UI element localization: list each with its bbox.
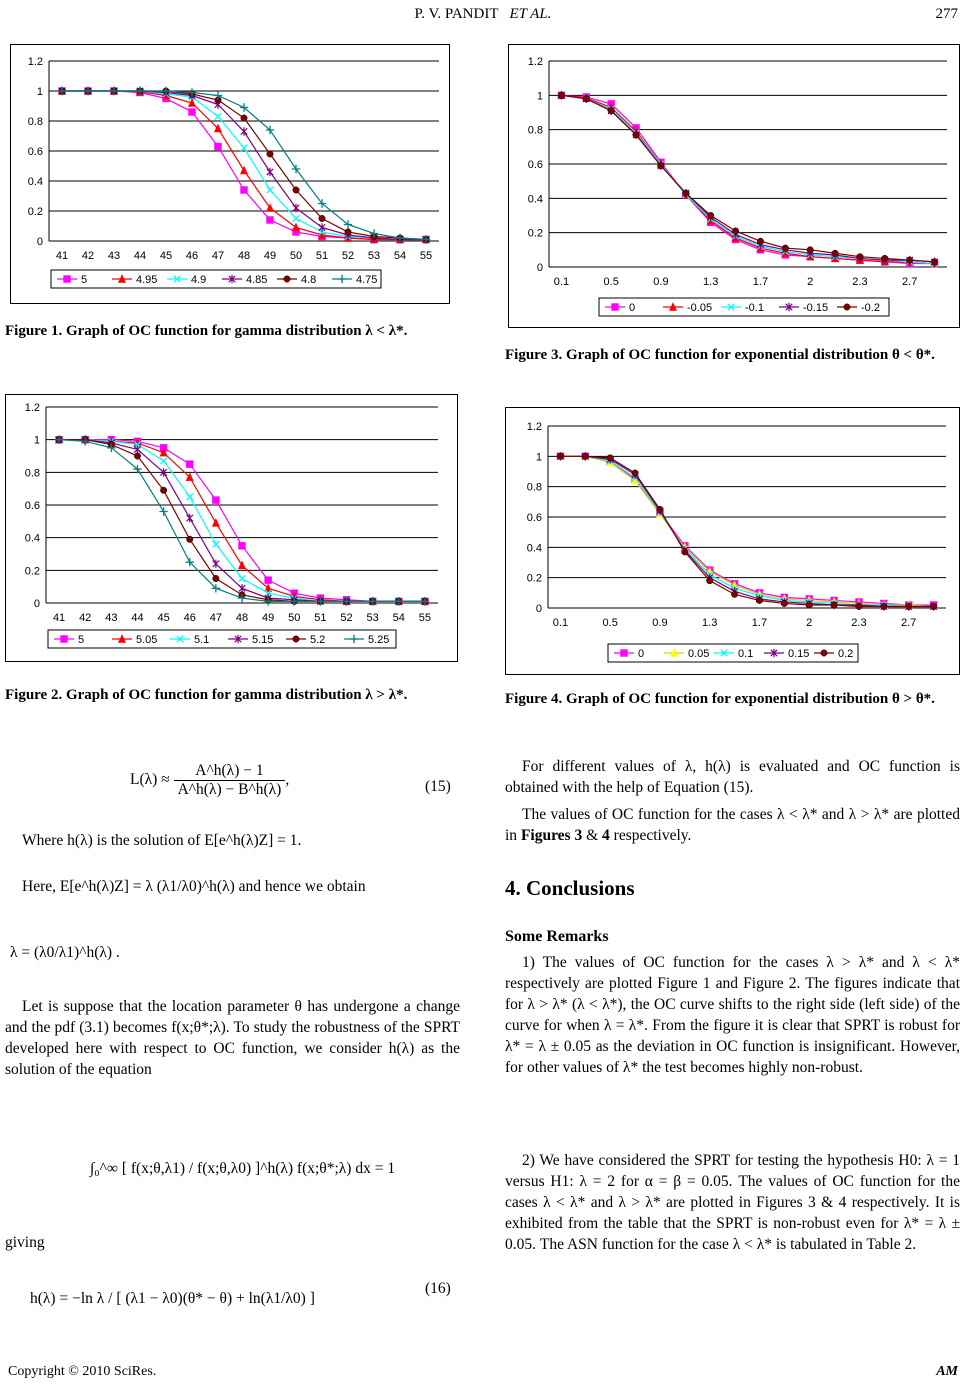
x-tick-label: 0.9 [653,276,669,288]
x-tick-label: 0.1 [552,617,569,629]
y-tick-label: 0.4 [527,193,543,206]
legend-label: 5.15 [252,634,274,646]
legend-label: 0 [638,648,645,660]
x-tick-label: 43 [107,250,121,262]
series--0.1 [558,92,938,267]
series-0.1 [557,453,937,610]
x-tick-label: 2 [806,617,813,629]
data-point [215,113,221,119]
series-line [62,91,426,240]
running-head-etal: ET AL. [509,6,552,22]
equation-15-fraction [174,762,286,799]
data-point [756,597,762,603]
data-point [582,453,588,459]
y-tick-label: 0.6 [27,146,43,158]
data-point [931,259,937,265]
legend-marker [821,650,827,656]
legend-label: 0 [629,302,636,314]
series-line [62,91,426,240]
data-point [882,255,888,261]
series-line [561,95,934,263]
y-tick-label: 1.2 [27,56,43,68]
data-point [682,549,688,555]
data-point [807,247,813,253]
data-point [241,115,247,121]
chart-svg [509,45,959,327]
series-4.75 [58,87,430,244]
x-tick-label: 2.7 [902,276,918,288]
data-point [215,143,221,149]
data-point [633,132,639,138]
x-tick-label: 55 [419,250,433,262]
x-tick-label: 51 [314,612,327,624]
data-point [241,145,247,151]
legend-label: 5.25 [368,634,390,646]
series-0.15 [557,452,937,611]
chart-svg [506,408,959,674]
y-tick-label: 0 [36,236,43,248]
x-tick-label: 50 [288,612,301,624]
x-tick-label: 54 [392,612,405,624]
x-tick-label: 53 [366,612,379,624]
data-point [707,212,713,218]
legend-label: -0.1 [745,302,764,314]
paragraph-values-oc-a: The values of OC function for the cases λ < λ* and λ > λ* are plotted in [505,806,960,844]
data-point [608,108,614,114]
x-tick-label: 41 [52,612,66,624]
series-line [561,95,934,263]
series-0 [557,453,937,608]
x-tick-label: 46 [183,612,196,624]
data-point [293,187,299,193]
series-line [59,440,425,602]
x-tick-label: 52 [341,250,355,262]
series-line [62,91,426,240]
remark-1: 1) The values of OC function for the cases λ > λ* and λ < λ* respectively are plotted Figure 1 and Figure 2. The figures indicate that for λ > λ* (λ < λ*), the OC curve shifts to the right side (left side) of the curve for when λ = λ*. From the figure it is clear that SPRT is robust for λ* = λ ± 0.05 as the deviation in OC function is insignificant. However, for other values of λ* the test becomes highly non-robust. [505,954,960,1076]
data-point [187,536,193,542]
equation-15-numerator: A^h(λ) − 1 [174,762,286,781]
y-tick-label: 1 [536,90,543,103]
data-point [213,575,219,581]
data-point [265,577,271,583]
data-point [732,228,738,234]
x-tick-label: 1.3 [703,276,719,288]
data-point [781,600,787,606]
y-tick-label: 0.8 [526,481,542,494]
data-point [293,204,299,212]
series-line [59,440,425,602]
x-tick-label: 44 [133,250,147,262]
data-point [213,560,219,568]
journal-abbrev: AM [936,1364,958,1379]
series-line [560,456,933,606]
y-tick-label: 0.2 [527,227,543,240]
paragraph-lambda: λ = (λ0/λ1)^h(λ) . [10,944,120,961]
data-point [239,584,245,592]
data-point [189,109,195,115]
data-point [239,575,245,581]
data-point [906,257,912,263]
legend-label: -0.15 [803,302,829,314]
data-point [881,603,887,609]
data-point [293,224,299,231]
y-tick-label: 1 [33,434,40,447]
data-point [857,254,863,260]
data-point [782,245,788,251]
figure-1-panel [10,44,450,304]
x-tick-label: 2.3 [851,617,867,629]
y-tick-label: 0.6 [527,159,543,171]
x-tick-label: 44 [131,612,144,624]
running-head-authors: P. V. PANDIT [414,6,499,22]
legend-label: 0.1 [738,648,754,660]
x-tick-label: 2.7 [901,617,917,629]
series-line [59,440,425,602]
data-point [241,187,247,193]
x-tick-label: 50 [289,250,303,262]
series-line [560,456,933,606]
series-line [59,440,425,602]
legend-label: 0.05 [688,648,710,660]
x-tick-label: 1.7 [752,276,769,288]
figure-3-panel [508,44,960,328]
x-tick-label: 54 [393,250,407,262]
series-line [561,95,934,262]
x-tick-label: 51 [315,250,329,262]
legend-label: 0.2 [838,648,854,660]
data-point [607,455,613,461]
x-tick-label: 45 [157,612,170,624]
series--0.05 [558,92,938,267]
equation-15-lhs: L(λ) ≈ [130,771,170,789]
series-0 [558,92,938,267]
data-point [583,96,589,102]
data-point [557,453,563,459]
paragraph-where: Where h(λ) is the solution of E[e^h(λ)Z] = 1. [22,832,302,849]
y-tick-label: 0.2 [526,572,542,585]
data-point [267,168,273,176]
series-line [62,91,426,240]
page-number: 277 [935,6,958,22]
running-head [0,6,966,23]
y-tick-label: 0.4 [27,176,43,188]
data-point [160,487,166,493]
data-point [213,519,219,526]
data-point [345,229,351,235]
y-tick-label: 0.8 [527,124,543,137]
y-tick-label: 0.6 [526,512,542,524]
equation-integral: ∫₀^∞ [ f(x;θ,λ1) / f(x;θ,λ0) ]^h(λ) f(x;θ*;λ) dx = 1 [90,1160,396,1177]
section-heading: 4. Conclusions [505,876,635,900]
figure-1-caption: Figure 1. Graph of OC function for gamma distribution λ < λ*. [5,323,408,339]
data-point [731,591,737,597]
series-5.25 [55,435,429,605]
x-tick-label: 53 [367,250,381,262]
data-point [757,238,763,244]
data-point [239,543,245,549]
data-point [159,507,167,515]
data-point [160,458,166,464]
y-tick-label: 0.8 [27,116,43,128]
subsection-heading: Some Remarks [505,928,609,945]
x-tick-label: 48 [237,250,251,262]
figure-3-caption: Figure 3. Graph of OC function for exponential distribution θ < θ*. [505,347,935,363]
x-tick-label: 43 [105,612,118,624]
legend-label: 4.9 [191,274,207,286]
series-5.15 [56,435,428,605]
legend-marker [844,304,850,310]
x-tick-label: 49 [262,612,275,624]
equation-15: L(λ) ≈ $\frac{A\^{}h(\lambda) - 1}{A\^{}h(\lambda) - B\^{}h(\lambda)}$ , [130,762,290,798]
data-point [856,603,862,609]
paragraph-values-oc-figref2: 4 [602,827,610,844]
series--0.15 [558,91,938,266]
remark-2: 2) We have considered the SPRT for testing the hypothesis H0: λ = 1 versus H1: λ = 2 for α = β = 0.05. The values of OC function for the cases λ < λ* and λ > λ* are plotted in Figures 3 & 4 respectively. It is exhibited from the table that the SPRT is non-robust even for λ* = λ ± 0.05. The ASN function for the case λ < λ* is tabulated in Table 2. [505,1152,960,1253]
x-tick-label: 55 [418,612,432,624]
data-point [806,602,812,608]
data-point [832,250,838,256]
data-point [706,578,712,584]
x-tick-label: 42 [81,250,95,262]
legend-box [48,630,396,648]
data-point [213,541,219,547]
chart-svg [11,45,449,303]
y-tick-label: 1.2 [527,56,543,68]
y-tick-label: 0.8 [24,467,40,480]
series-line [560,456,933,606]
x-tick-label: 0.1 [553,276,570,288]
x-tick-label: 48 [235,612,249,624]
y-tick-label: 0.2 [24,565,40,578]
x-tick-label: 45 [159,250,173,262]
y-tick-label: 0.6 [24,500,40,512]
legend-marker [293,636,299,642]
data-point [267,217,273,223]
series-0.05 [557,453,937,610]
y-tick-label: 0 [535,603,542,615]
y-tick-label: 1.2 [24,402,40,414]
x-tick-label: 49 [263,250,277,262]
series-line [560,456,933,605]
y-tick-label: 0.4 [526,542,542,555]
x-tick-label: 2 [807,276,814,288]
x-tick-label: 1.7 [751,617,768,629]
legend-label: 4.8 [301,274,317,286]
data-point [213,497,219,503]
x-tick-label: 46 [185,250,199,262]
series-line [561,95,934,263]
data-point [657,506,663,512]
y-tick-label: 0 [536,262,543,274]
data-point [187,514,193,522]
series-line [560,456,933,606]
paragraph-suppose: Let is suppose that the location parameter θ has undergone a change and the pdf (3.1) becomes f(x;θ*;λ). To study the robustness of the SPRT developed here with respect to OC function, we consider h(λ) as the solution of the equation [5,998,460,1078]
figure-2-caption: Figure 2. Graph of OC function for gamma distribution λ > λ*. [5,687,408,703]
data-point [187,461,193,467]
data-point [319,223,325,231]
y-tick-label: 1 [535,451,542,464]
x-tick-label: 0.5 [603,276,619,288]
series-line [59,440,425,602]
legend-label: 5 [78,634,85,646]
legend-label: 5.05 [136,634,158,646]
legend-label: 5 [81,274,88,286]
x-tick-label: 47 [211,250,225,262]
y-tick-label: 0 [33,598,40,610]
figure-2-panel [5,394,458,662]
legend-marker [612,304,618,310]
data-point [930,603,936,609]
legend-label: 4.95 [136,274,158,286]
data-point [632,470,638,476]
series-line [59,440,425,602]
page-header [0,6,966,24]
legend-marker [621,650,627,656]
data-point [134,453,140,459]
legend-label: 5.2 [310,634,326,646]
x-tick-label: 52 [340,612,353,624]
legend-label: 0.15 [788,648,810,660]
data-point [831,602,837,608]
series-line [62,91,426,240]
x-tick-label: 0.9 [652,617,668,629]
page-footer [8,1364,958,1380]
legend-marker [64,276,70,282]
x-tick-label: 2.3 [852,276,868,288]
data-point [905,603,911,609]
legend-label: 4.75 [356,274,378,286]
paragraph-values-oc-figref: Figures 3 [520,827,583,844]
equation-15-number: (15) [425,778,451,795]
equation-16: h(λ) = −ln λ / [ (λ1 − λ0)(θ* − θ) + ln(λ1/λ0) ] [30,1290,315,1307]
legend-label: -0.2 [861,302,880,314]
y-tick-label: 0.4 [24,532,40,545]
data-point [293,215,299,221]
x-tick-label: 1.3 [702,617,718,629]
paragraph-here: Here, E[e^h(λ)Z] = λ (λ1/λ0)^h(λ) and hence we obtain [22,878,366,895]
figure-4-caption: Figure 4. Graph of OC function for exponential distribution θ > θ*. [505,691,935,707]
data-point [319,215,325,221]
x-tick-label: 41 [55,250,69,262]
data-point [267,151,273,157]
paragraph-giving: giving [5,1234,45,1251]
paragraph-values-oc-end: respectively. [609,827,692,844]
equation-15-denominator: A^h(λ) − B^h(λ) [177,781,282,798]
y-tick-label: 1.2 [526,421,542,433]
series-0.2 [557,453,937,610]
data-point [558,92,564,98]
chart-svg [6,395,457,661]
legend-marker [284,276,290,282]
legend-box [51,270,381,288]
x-tick-label: 42 [79,612,92,624]
series-line [62,91,426,240]
legend-label: 4.85 [246,274,268,286]
data-point [267,187,273,193]
paragraph-different-values: For different values of λ, h(λ) is evaluated and OC function is obtained with the help of Equation (15). [505,758,960,796]
paragraph-values-oc [505,804,960,846]
x-tick-label: 0.5 [602,617,618,629]
legend-label: 5.1 [194,634,210,646]
data-point [187,494,193,500]
data-point [658,163,664,169]
paragraph-values-oc-amp: & [582,827,603,844]
data-point [241,127,247,135]
figure-4-panel [505,407,960,675]
data-point [683,190,689,196]
legend-label: -0.05 [687,302,713,314]
y-tick-label: 0.2 [27,206,43,218]
legend-marker [61,636,67,642]
series-line [561,95,934,262]
copyright: Copyright © 2010 SciRes. [8,1364,157,1379]
series-5.1 [56,436,428,604]
x-tick-label: 47 [209,612,222,624]
equation-16-number: (16) [425,1280,451,1297]
y-tick-label: 1 [36,86,43,98]
